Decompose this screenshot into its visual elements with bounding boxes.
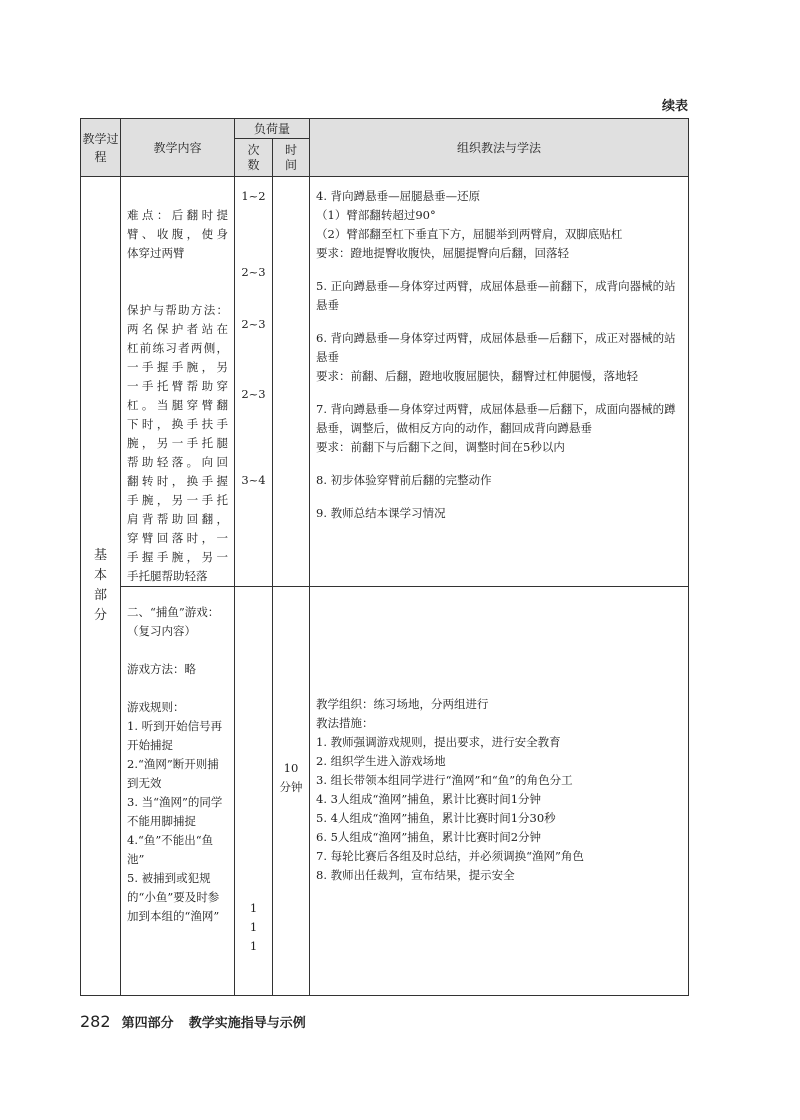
header-stage: 教学过程: [81, 119, 121, 177]
content-line: 一手握手腕，另: [127, 360, 228, 374]
time-value: 10分钟: [279, 761, 303, 794]
method-line: （2）臂部翻至杠下垂直下方，屈腿举到两臂肩，双脚底贴杠: [316, 227, 623, 241]
game-review: （复习内容）: [127, 624, 196, 638]
content-line: 翻转时，换手握: [127, 474, 228, 488]
method-line: 1. 教师强调游戏规则，提出要求，进行安全教育: [316, 735, 561, 749]
method-line: 8. 初步体验穿臂前后翻的完整动作: [316, 473, 492, 487]
method-line: 7. 背向蹲悬垂—身体穿过两臂，成屈体悬垂—后翻下，成面向器械的蹲悬垂，调整后，做相反方向的动作，翻回成背向蹲悬垂: [316, 402, 676, 435]
game-rule: 5. 被捕到或犯规的“小鱼”要及时参加到本组的“渔网”: [127, 871, 220, 923]
method-line: 要求：前翻、后翻，蹬地收腹屈腿快，翻臀过杠伸腿慢，落地轻: [316, 369, 639, 383]
content-line: 一手托臂帮助穿: [127, 379, 228, 393]
content-line: 手腕，另一手托: [127, 493, 228, 507]
lesson-plan-table: [80, 118, 689, 996]
content-line: 手握手腕，另一: [127, 550, 228, 564]
page-footer: [80, 1012, 306, 1031]
count-value: 2~3: [241, 265, 266, 279]
method-line: 6. 5人组成“渔网”捕鱼，累计比赛时间2分钟: [316, 830, 542, 844]
methods-cell-game: [310, 587, 689, 996]
game-rule: 2.“渔网”断开则捕到无效: [127, 757, 219, 790]
content-line: 杠。当腿穿臂翻: [127, 398, 228, 412]
content-line: 两名保护者站在: [127, 322, 228, 336]
method-line: 8. 教师出任裁判，宣布结果，提示安全: [316, 868, 515, 882]
content-line: 臂、收腹，使身: [127, 227, 228, 241]
methods-cell-apparatus: [310, 177, 689, 587]
method-line: 3. 组长带领本组同学进行“渔网”和“鱼”的角色分工: [316, 773, 573, 787]
method-line: 教法措施：: [316, 716, 374, 730]
count-value: 1: [249, 920, 258, 934]
method-line: 4. 背向蹲悬垂—屈腿悬垂—还原: [316, 189, 481, 203]
content-line: 体穿过两臂: [127, 246, 185, 260]
game-method: 游戏方法：略: [127, 662, 196, 676]
game-rules-title: 游戏规则：: [127, 700, 185, 714]
count-cell: [235, 587, 273, 996]
count-cell: [235, 177, 273, 587]
header-time: 时间: [273, 139, 310, 177]
game-rule: 1. 听到开始信号再开始捕捉: [127, 719, 223, 752]
game-title: 二、“捕鱼”游戏：: [127, 605, 220, 619]
method-line: （1）臂部翻转超过90°: [316, 208, 436, 222]
stage-label: 基本部分: [93, 548, 107, 623]
content-line: 保护与帮助方法：: [127, 303, 228, 317]
method-line: 7. 每轮比赛后各组及时总结，并必须调换“渔网”角色: [316, 849, 584, 863]
content-line: 穿臂回落时，一: [127, 531, 228, 545]
header-methods: 组织教法与学法: [310, 119, 689, 177]
content-cell-game: [121, 587, 235, 996]
method-line: 5. 4人组成“渔网”捕鱼，累计比赛时间1分30秒: [316, 811, 556, 825]
content-line: 帮助轻落。向回: [127, 455, 228, 469]
page-number: 282: [80, 1012, 111, 1031]
part-label: 第四部分: [121, 1016, 174, 1031]
count-value: 1: [249, 901, 258, 915]
count-value: 2~3: [241, 317, 266, 331]
chapter-title: 教学实施指导与示例: [188, 1016, 306, 1031]
header-row: [81, 119, 689, 139]
content-line: 下时，换手扶手: [127, 417, 228, 431]
count-value: 1: [249, 939, 258, 953]
content-line: 杠前练习者两侧，: [127, 341, 228, 355]
header-load: 负荷量: [235, 119, 310, 139]
continued-label: 续表: [661, 99, 688, 114]
time-cell: [273, 177, 310, 587]
count-value: 1~2: [241, 189, 266, 203]
game-rule: 3. 当“渔网”的同学不能用脚捕捉: [127, 795, 223, 828]
content-line: 难点：后翻时提: [127, 208, 228, 222]
count-value: 2~3: [241, 387, 266, 401]
count-value: 3~4: [241, 473, 266, 487]
method-line: 2. 组织学生进入游戏场地: [316, 754, 446, 768]
content-line: 手托腿帮助轻落: [127, 569, 208, 583]
method-line: 9. 教师总结本课学习情况: [316, 506, 446, 520]
table-row: [81, 177, 689, 587]
header-count: 次数: [235, 139, 273, 177]
method-line: 6. 背向蹲悬垂—身体穿过两臂，成屈体悬垂—后翻下，成正对器械的站悬垂: [316, 331, 676, 364]
content-line: 肩背帮助回翻，: [127, 512, 228, 526]
method-line: 4. 3人组成“渔网”捕鱼，累计比赛时间1分钟: [316, 792, 542, 806]
method-line: 要求：前翻下与后翻下之间，调整时间在5秒以内: [316, 440, 565, 454]
table-row: [81, 587, 689, 996]
method-line: 5. 正向蹲悬垂—身体穿过两臂，成屈体悬垂—前翻下，成背向器械的站悬垂: [316, 279, 676, 312]
method-line: 要求：蹬地提臀收腹快，屈腿提臀向后翻，回落轻: [316, 246, 570, 260]
content-cell-apparatus: [121, 177, 235, 587]
stage-cell: [81, 177, 121, 996]
game-rule: 4.“鱼”不能出“鱼池”: [127, 833, 214, 866]
method-line: 教学组织：练习场地，分两组进行: [316, 697, 489, 711]
content-line: 腕，另一手托腿: [127, 436, 228, 450]
time-cell: [273, 587, 310, 996]
header-content: 教学内容: [121, 119, 235, 177]
